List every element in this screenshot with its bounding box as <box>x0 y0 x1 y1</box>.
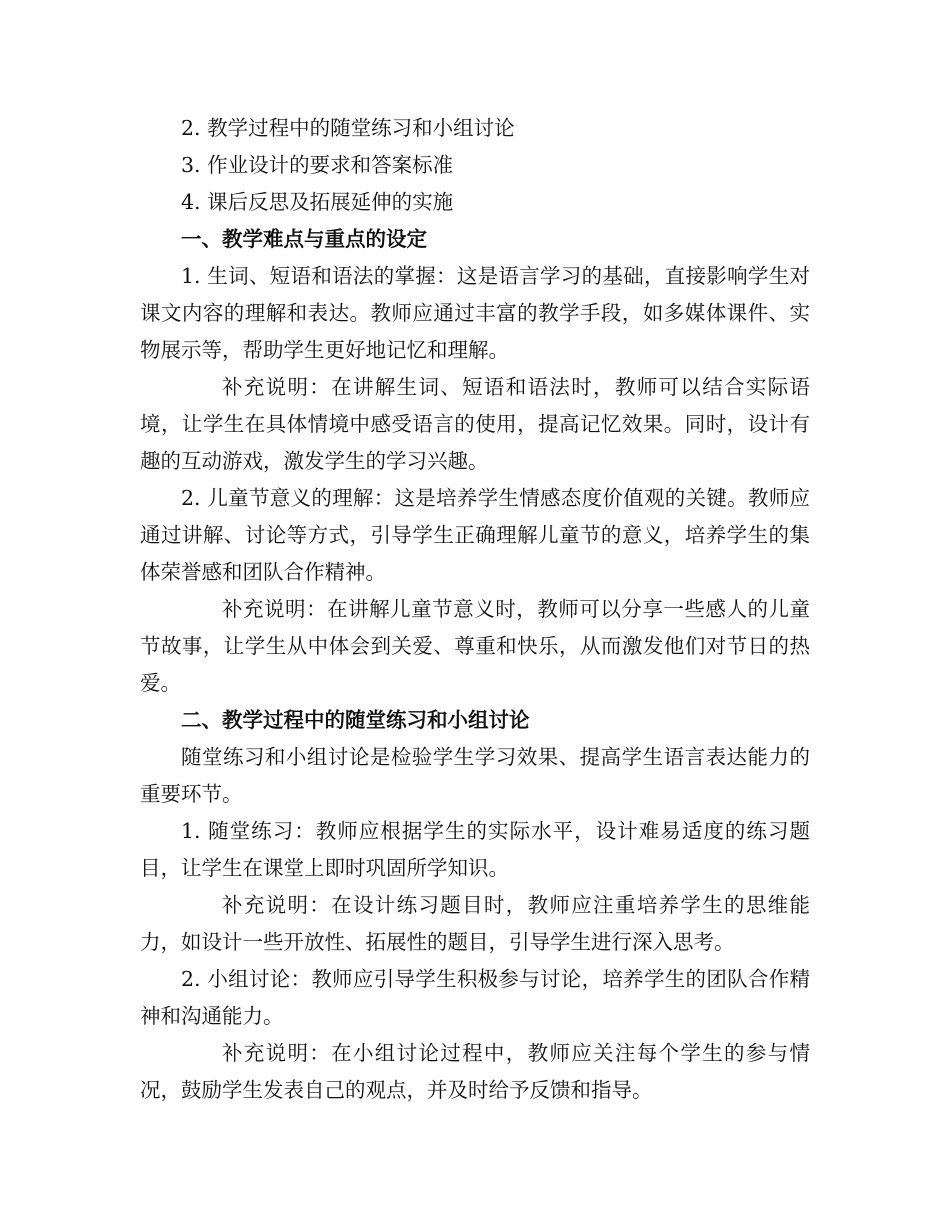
section1-paragraph-1: 1. 生词、短语和语法的掌握：这是语言学习的基础，直接影响学生对课文内容的理解和表达。教师应通过丰富的教学手段，如多媒体课件、实物展示等，帮助学生更好地记忆和理解。 <box>140 264 810 362</box>
section-heading-2: 二、教学过程中的随堂练习和小组讨论 <box>181 708 530 732</box>
document-page <box>140 110 810 1109</box>
section-heading-1: 一、教学难点与重点的设定 <box>181 227 427 251</box>
section2-paragraph-1: 1. 随堂练习：教师应根据学生的实际水平，设计难易适度的练习题目，让学生在课堂上即时巩固所学知识。 <box>140 819 810 880</box>
section1-note-2: 补充说明：在讲解儿童节意义时，教师可以分享一些感人的儿童节故事，让学生从中体会到关爱、尊重和快乐，从而激发他们对节日的热爱。 <box>140 597 810 695</box>
list-item-3: 3. 作业设计的要求和答案标准 <box>181 153 454 177</box>
section2-note-1: 补充说明：在设计练习题目时，教师应注重培养学生的思维能力，如设计一些开放性、拓展性的题目，引导学生进行深入思考。 <box>140 893 810 954</box>
section1-note-1: 补充说明：在讲解生词、短语和语法时，教师可以结合实际语境，让学生在具体情境中感受语言的使用，提高记忆效果。同时，设计有趣的互动游戏，激发学生的学习兴趣。 <box>140 375 810 473</box>
list-item-2: 2. 教学过程中的随堂练习和小组讨论 <box>181 116 515 140</box>
list-item-4: 4. 课后反思及拓展延伸的实施 <box>181 190 454 214</box>
section2-intro: 随堂练习和小组讨论是检验学生学习效果、提高学生语言表达能力的重要环节。 <box>140 745 810 806</box>
section2-paragraph-2: 2. 小组讨论：教师应引导学生积极参与讨论，培养学生的团队合作精神和沟通能力。 <box>140 967 810 1028</box>
section2-note-2: 补充说明：在小组讨论过程中，教师应关注每个学生的参与情况，鼓励学生发表自己的观点，并及时给予反馈和指导。 <box>140 1041 810 1102</box>
section1-paragraph-2: 2. 儿童节意义的理解：这是培养学生情感态度价值观的关键。教师应通过讲解、讨论等方式，引导学生正确理解儿童节的意义，培养学生的集体荣誉感和团队合作精神。 <box>140 486 810 584</box>
